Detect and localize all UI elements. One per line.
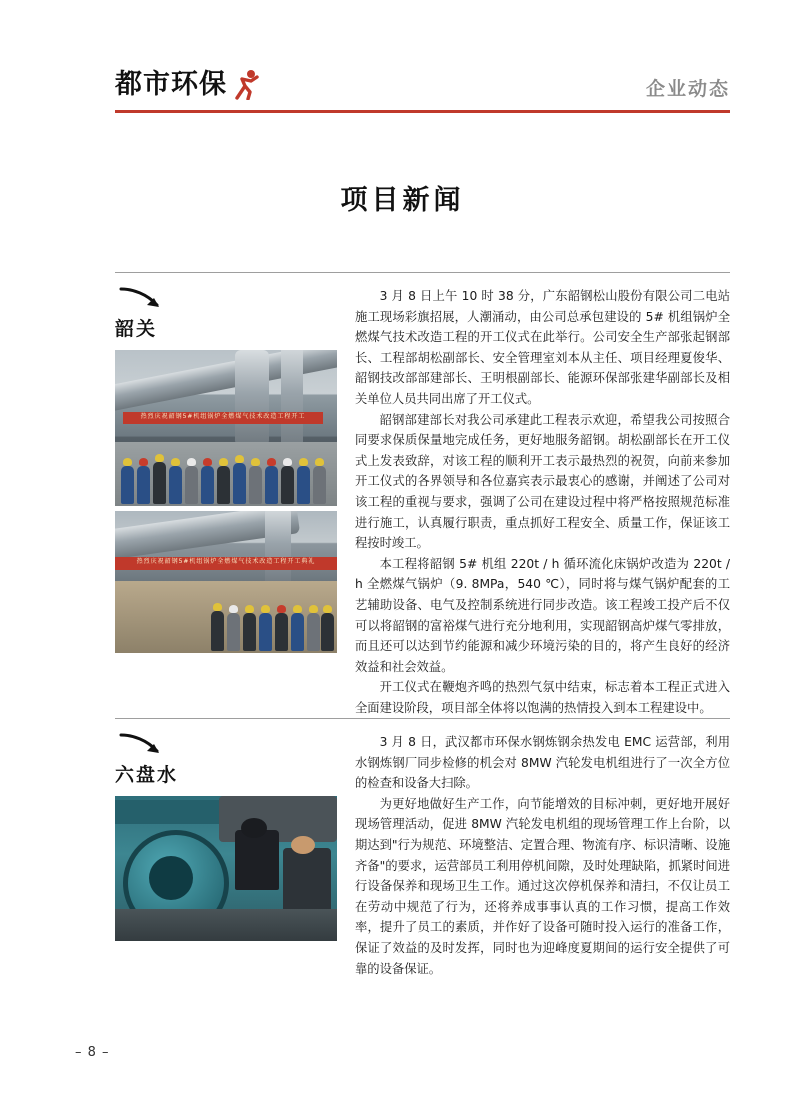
article-photo	[115, 796, 337, 941]
logo	[115, 68, 261, 100]
runner-logo-icon	[231, 68, 261, 100]
header-divider	[115, 110, 730, 113]
article-photo: 热烈庆祝韶钢5#机组锅炉全燃煤气技术改造工程开工	[115, 350, 337, 506]
article-place-label: 韶关	[115, 318, 158, 340]
logo-text: 都市环保	[115, 68, 227, 100]
section-divider	[115, 718, 730, 719]
article-place-label: 六盘水	[115, 764, 179, 786]
article-paragraph: 韶钢部建部长对我公司承建此工程表示欢迎，希望我公司按照合同要求保质保量地完成任务，更好地服务韶钢。胡松副部长在开工仪式上发表致辞，对该工程的顺利开工表示最热烈的祝贺，向前来参加开工仪式的各界领导和各位嘉宾表示最衷心的感谢，并阐述了公司对该工程的重视与要求，强调了公司在建设过程中将严格按照规范标准进行施工，认真履行职责，重点抓好工程安全、质量工作，保证该工程按时竣工。	[355, 412, 730, 551]
header-section-label: 企业动态	[645, 78, 730, 100]
article-body	[355, 286, 730, 718]
page-number: – 8 –	[75, 1045, 110, 1060]
article-paragraph: 开工仪式在鞭炮齐鸣的热烈气氛中结束，标志着本工程正式进入全面建设阶段，项目部全体将以饱满的热情投入到本工程建设中。	[355, 680, 730, 715]
article-paragraph: 本工程将韶钢 5# 机组 220t / h 循环流化床锅炉改造为 220t / h 全燃煤气锅炉（9. 8MPa，540 ℃），同时将与煤气锅炉配套的工艺辅助设备、电气及控制系统进行同步改造。该工程竣工投产后不仅可以将韶钢的富裕煤气进行充分地利用，实现韶钢高炉煤气零排放，而且还可以达到节约能源和减少环境污染的目的，将产生良好的经济效益和社会效益。	[355, 556, 730, 674]
article-paragraph: 3 月 8 日上午 10 时 38 分，广东韶钢松山股份有限公司二电站施工现场彩旗招展，人潮涌动，由公司总承包建设的 5# 机组锅炉全燃煤气技术改造工程的开工仪式在此举行。公司安全生产部张起钢部长、工程部胡松副部长、安全管理室刘本从主任、项目经理夏俊华、韶钢技改部部建部长、王明根副部长、能源环保部张建华副部长及相关单位人员共同出席了开工仪式。	[355, 289, 730, 406]
article-photo: 热烈庆祝韶钢5#机组锅炉全燃煤气技术改造工程开工典礼	[115, 511, 337, 653]
page-header	[75, 62, 730, 114]
article-paragraph: 3 月 8 日，武汉都市环保水钢炼钢余热发电 EMC 运营部，利用水钢炼钢厂同步检修的机会对 8MW 汽轮发电机组进行了一次全方位的检查和设备大扫除。	[355, 735, 730, 791]
article-media-column	[115, 286, 337, 658]
article-paragraph: 为更好地做好生产工作，向节能增效的目标冲刺，更好地开展好现场管理活动，促进 8MW 汽轮发电机组的现场管理工作上台阶，以期达到"行为规范、环境整洁、定置合理、物流有序、标识清晰、设施齐备"的要求，运营部员工利用停机间隙，及时处理缺陷，抓紧时间进行设备保养和现场卫生工作。通过这次停机保养和清扫，不仅让员工在劳动中规范了行为，还将养成事事认真的工作习惯，提高工作效率，提升了员工的素质，并作好了设备可随时投入运行的准备工作，保证了效益的及时发挥，同时也为迎峰度夏期间的运行安全提供了可靠的设备保证。	[355, 796, 730, 976]
page-title: 项目新闻	[340, 185, 465, 216]
article-media-column	[115, 732, 337, 946]
curved-arrow-icon	[117, 286, 163, 312]
photo-crowd	[115, 595, 337, 653]
curved-arrow-icon	[117, 732, 163, 758]
photo-crowd	[115, 442, 337, 506]
article-body	[355, 732, 730, 979]
section-divider	[115, 272, 730, 273]
